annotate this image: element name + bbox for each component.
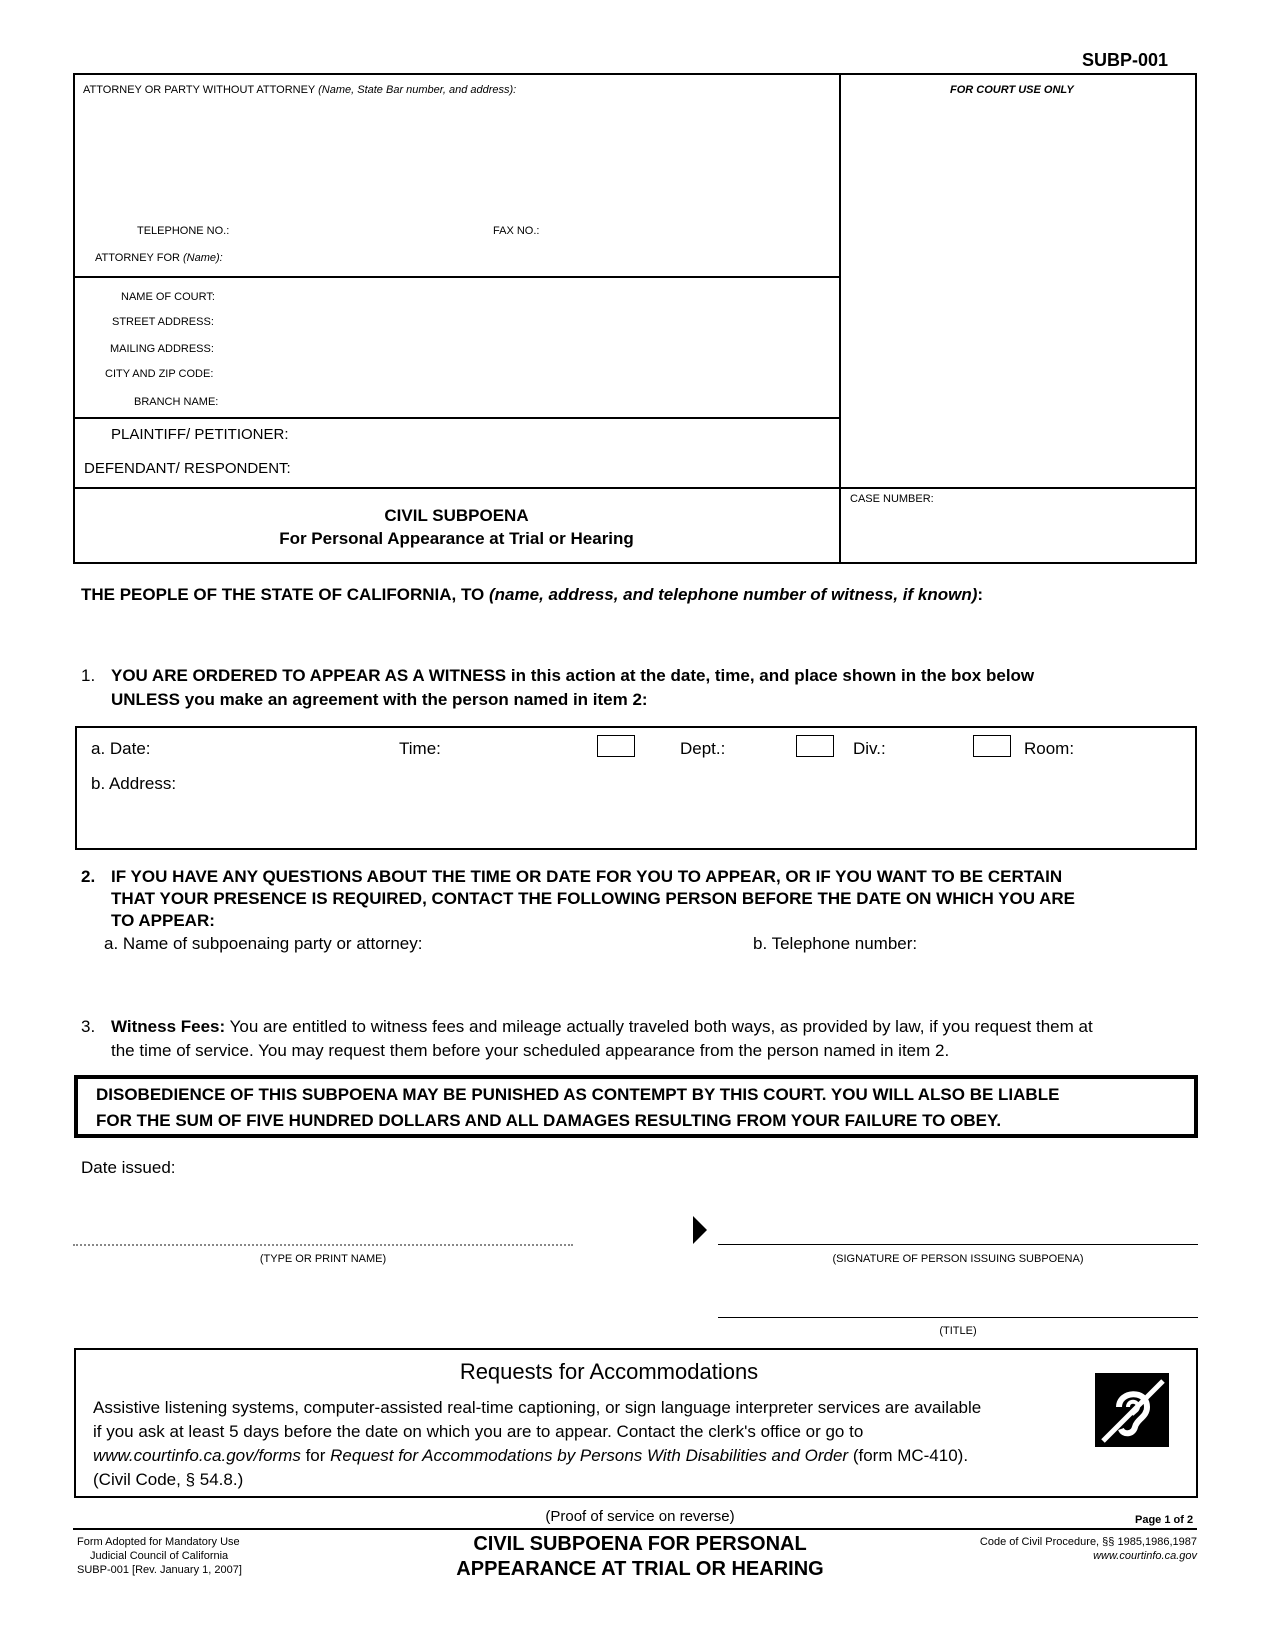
dept-label: Dept.: <box>680 739 726 758</box>
accommodations-line2: if you ask at least 5 days before the date on which you are to appear. Contact the clerk's office or go to <box>93 1422 864 1441</box>
time-label: Time: <box>399 739 441 758</box>
accommodations-heading: Requests for Accommodations <box>459 1359 759 1384</box>
plaintiff-label: PLAINTIFF/ PETITIONER: <box>111 426 289 443</box>
warning-line1: DISOBEDIENCE OF THIS SUBPOENA MAY BE PUNISHED AS CONTEMPT BY THIS COURT. YOU WILL ALSO BE LIABLE <box>96 1085 1060 1104</box>
item3-line2: the time of service. You may request them before your scheduled appearance from the person named in item 2. <box>111 1041 950 1060</box>
mailing-address-label: MAILING ADDRESS: <box>110 343 214 355</box>
name-of-court-label: NAME OF COURT: <box>121 291 215 303</box>
accommodations-line3: www.courtinfo.ca.gov/forms for Request for Accommodations by Persons With Disabilities and Order (form MC-410). <box>93 1446 969 1465</box>
item3-line1: Witness Fees: You are entitled to witness fees and mileage actually traveled both ways, as provided by law, if you request them at <box>111 1017 1093 1036</box>
courtinfo-link[interactable]: www.courtinfo.ca.gov/forms <box>93 1446 301 1465</box>
date-label: a. Date: <box>91 739 151 758</box>
caption-box <box>73 73 1197 564</box>
accommodations-line1: Assistive listening systems, computer-assisted real-time captioning, or sign language interpreter services are available <box>93 1398 982 1417</box>
item2-number: 2. <box>81 867 96 886</box>
footer-title1: CIVIL SUBPOENA FOR PERSONAL <box>473 1533 807 1555</box>
signature-line[interactable] <box>718 1244 1198 1245</box>
case-number-label: CASE NUMBER: <box>850 493 934 505</box>
item2-line1: IF YOU HAVE ANY QUESTIONS ABOUT THE TIME OR DATE FOR YOU TO APPEAR, OR IF YOU WANT TO BE CERTAIN <box>111 867 1063 886</box>
city-zip-label: CITY AND ZIP CODE: <box>105 368 214 380</box>
form-id: SUBP-001 <box>1082 50 1169 70</box>
warning-line2: FOR THE SUM OF FIVE HUNDRED DOLLARS AND ALL DAMAGES RESULTING FROM YOUR FAILURE TO OBEY. <box>96 1111 1002 1130</box>
branch-name-label: BRANCH NAME: <box>134 396 219 408</box>
subpoenaing-party-label: a. Name of subpoenaing party or attorney: <box>104 934 423 953</box>
code-reference: Code of Civil Procedure, §§ 1985,1986,1987 <box>979 1536 1197 1548</box>
item1-line1: YOU ARE ORDERED TO APPEAR AS A WITNESS in this action at the date, time, and place shown in the box below <box>111 666 1035 685</box>
item3-number: 3. <box>81 1017 96 1036</box>
people-line: THE PEOPLE OF THE STATE OF CALIFORNIA, TO (name, address, and telephone number of witness, if known): <box>81 585 984 604</box>
item1-number: 1. <box>81 666 96 685</box>
sign-arrow-icon <box>693 1216 707 1244</box>
item1-line2: UNLESS you make an agreement with the person named in item 2: <box>111 690 648 709</box>
footer-rule <box>73 1528 1197 1530</box>
div-checkbox[interactable] <box>796 735 834 757</box>
form-subtitle: For Personal Appearance at Trial or Hearing <box>279 529 634 548</box>
defendant-label: DEFENDANT/ RESPONDENT: <box>84 460 291 477</box>
print-name-line[interactable] <box>73 1244 573 1246</box>
adopted-line3: SUBP-001 [Rev. January 1, 2007] <box>77 1564 242 1576</box>
print-name-caption: (TYPE OR PRINT NAME) <box>259 1253 387 1265</box>
date-issued-label: Date issued: <box>81 1158 176 1177</box>
item2-line2: THAT YOUR PRESENCE IS REQUIRED, CONTACT THE FOLLOWING PERSON BEFORE THE DATE ON WHICH YOU ARE <box>111 889 1076 908</box>
telephone-number-label: b. Telephone number: <box>753 934 918 953</box>
title-caption: (TITLE) <box>939 1325 977 1337</box>
room-label: Room: <box>1024 739 1075 758</box>
title-line[interactable] <box>718 1317 1198 1318</box>
page-number: Page 1 of 2 <box>1135 1514 1194 1526</box>
room-checkbox[interactable] <box>973 735 1011 757</box>
form-title: CIVIL SUBPOENA <box>384 506 529 525</box>
caption-divider <box>839 73 841 564</box>
footer-title2: APPEARANCE AT TRIAL OR HEARING <box>456 1558 824 1580</box>
attorney-label: ATTORNEY OR PARTY WITHOUT ATTORNEY (Name, State Bar number, and address): <box>83 84 517 96</box>
court-use-label: FOR COURT USE ONLY <box>950 84 1074 96</box>
address-label: b. Address: <box>91 774 177 793</box>
street-address-label: STREET ADDRESS: <box>112 316 214 328</box>
item2-line3: TO APPEAR: <box>111 911 215 930</box>
div-label: Div.: <box>853 739 886 758</box>
accommodations-line4: (Civil Code, § 54.8.) <box>93 1470 244 1489</box>
hearing-assistance-icon <box>1095 1373 1169 1447</box>
dept-checkbox[interactable] <box>597 735 635 757</box>
fax-label: FAX NO.: <box>493 225 540 237</box>
adopted-line1: Form Adopted for Mandatory Use <box>77 1536 240 1548</box>
proof-note: (Proof of service on reverse) <box>545 1508 735 1525</box>
signature-caption: (SIGNATURE OF PERSON ISSUING SUBPOENA) <box>832 1253 1084 1265</box>
adopted-line2: Judicial Council of California <box>90 1550 229 1562</box>
telephone-label: TELEPHONE NO.: <box>137 225 230 237</box>
footer-website[interactable]: www.courtinfo.ca.gov <box>1093 1550 1197 1562</box>
attorney-for-label: ATTORNEY FOR (Name): <box>95 252 223 264</box>
